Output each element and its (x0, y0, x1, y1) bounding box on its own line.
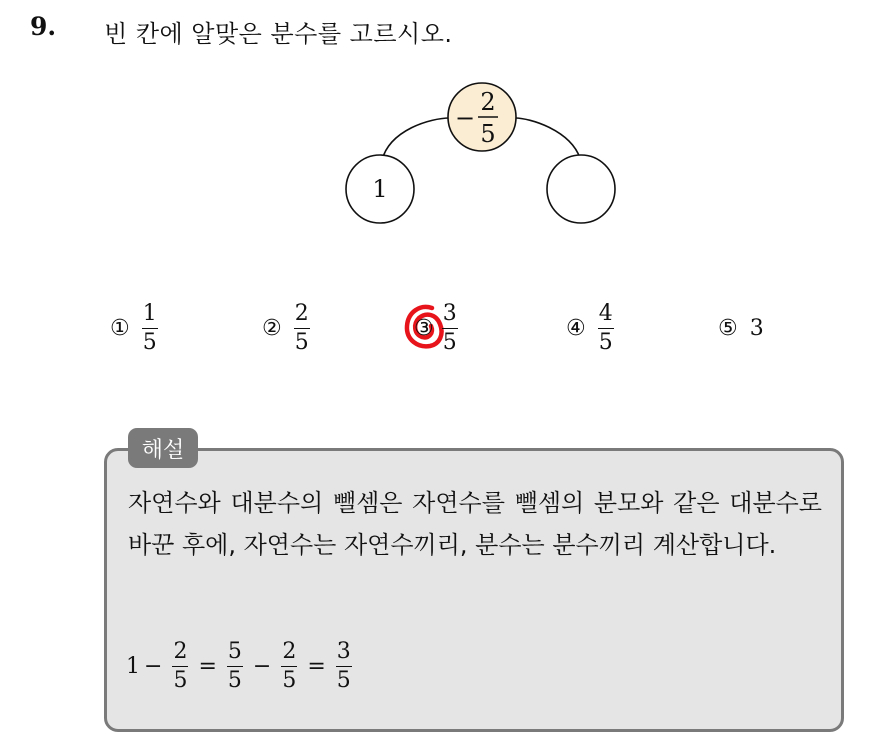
eq-fraction-2-num: 5 (227, 638, 242, 664)
top-node-denominator: 5 (480, 120, 496, 148)
choice-4-marker: ④ (566, 315, 586, 341)
fraction-bar (336, 666, 352, 667)
fraction-bar (281, 666, 297, 667)
eq-fraction-4-num: 3 (336, 638, 351, 664)
number-bond-diagram (330, 80, 630, 230)
top-node-sign: − (455, 104, 476, 132)
eq-fraction-1 (172, 639, 188, 694)
question-number: 9. (30, 12, 57, 41)
eq-fraction-1-den: 5 (173, 667, 188, 693)
choice-2-marker: ② (262, 315, 282, 341)
top-node-numerator: 2 (480, 88, 496, 116)
fraction-bar (598, 328, 614, 329)
choice-3-marker: ③ (414, 315, 434, 341)
question-text: 빈 칸에 알맞은 분수를 고르시오. (104, 20, 453, 48)
fraction-bar (172, 666, 188, 667)
choice-5-marker: ⑤ (718, 315, 738, 341)
eq-fraction-3 (281, 639, 297, 694)
choice-4-numerator: 4 (598, 300, 613, 326)
choice-2[interactable] (262, 296, 310, 360)
choice-3[interactable] (414, 296, 458, 360)
left-connector-line (382, 118, 450, 160)
eq-fraction-4 (336, 639, 352, 694)
fraction-bar (294, 328, 310, 329)
choice-1-marker: ① (110, 315, 130, 341)
eq-fraction-4-den: 5 (336, 667, 351, 693)
eq-fraction-2-den: 5 (227, 667, 242, 693)
choice-5[interactable] (718, 296, 764, 360)
eq-fraction-1-num: 2 (173, 638, 188, 664)
choice-4-fraction (598, 301, 614, 356)
solution-label: 해설 (128, 428, 198, 468)
choice-2-denominator: 5 (294, 329, 309, 355)
eq-fraction-2 (227, 639, 243, 694)
eq-equals-2: = (307, 653, 326, 679)
choice-4[interactable] (566, 296, 614, 360)
eq-fraction-3-den: 5 (282, 667, 297, 693)
choice-1-denominator: 5 (142, 329, 157, 355)
left-node-value: 1 (372, 175, 388, 203)
choice-1-fraction (142, 301, 158, 356)
choice-3-denominator: 5 (442, 329, 457, 355)
solution-text: 자연수와 대분수의 뺄셈은 자연수를 뺄셈의 분모와 같은 대분수로 바꾼 후에, 자연수는 자연수끼리, 분수는 분수끼리 계산합니다. (128, 489, 822, 559)
choice-2-fraction (294, 301, 310, 356)
choice-1[interactable] (110, 296, 158, 360)
eq-minus-2: − (252, 653, 272, 679)
choice-5-value: 3 (749, 315, 764, 341)
solution-equation (126, 636, 358, 696)
eq-fraction-3-num: 2 (282, 638, 297, 664)
fraction-bar (142, 328, 158, 329)
fraction-bar (227, 666, 243, 667)
fraction-bar (442, 328, 458, 329)
choice-3-numerator: 3 (442, 300, 457, 326)
choice-3-fraction (442, 301, 458, 356)
right-node-blank (547, 155, 615, 223)
choice-2-numerator: 2 (294, 300, 309, 326)
eq-equals-1: = (198, 653, 217, 679)
right-connector-line (515, 118, 580, 158)
eq-minus-1: − (144, 653, 163, 679)
choice-1-numerator: 1 (142, 300, 157, 326)
eq-whole: 1 (126, 653, 140, 679)
choice-4-denominator: 5 (598, 329, 613, 355)
